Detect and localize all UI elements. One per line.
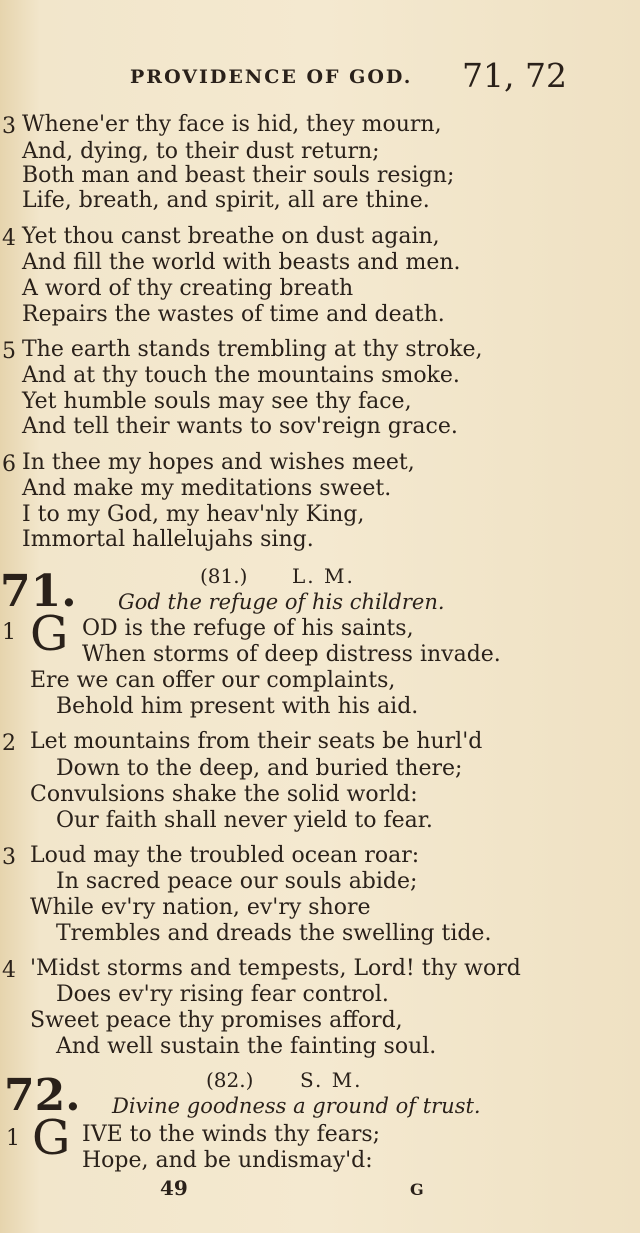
verse-line: Yet thou canst breathe on dust again, xyxy=(22,224,440,249)
running-header-title: PROVIDENCE OF GOD. xyxy=(130,66,413,88)
verse-line: Loud may the troubled ocean roar: xyxy=(30,843,420,868)
verse-line: In sacred peace our souls abide; xyxy=(56,869,418,894)
verse-line: Life, breath, and spirit, all are thine. xyxy=(22,188,430,213)
hymn-alt-number: (82.) xyxy=(206,1068,254,1092)
verse-line: And at thy touch the mountains smoke. xyxy=(22,363,460,388)
verse-line: Let mountains from their seats be hurl'd xyxy=(30,729,483,754)
verse-line: And well sustain the fainting soul. xyxy=(56,1034,437,1059)
verse-number: 4 xyxy=(2,958,16,983)
verse-line: Yet humble souls may see thy face, xyxy=(22,389,412,414)
verse-line: I to my God, my heav'nly King, xyxy=(22,502,365,527)
verse-line: Convulsions shake the solid world: xyxy=(30,782,418,807)
hymn-title: Divine goodness a ground of trust. xyxy=(112,1094,481,1118)
running-header-hymn-numbers: 71, 72 xyxy=(462,56,567,95)
verse-line: Down to the deep, and buried there; xyxy=(56,756,463,781)
hymn-number: 71. xyxy=(0,566,77,617)
verse-line: 'Midst storms and tempests, Lord! thy word xyxy=(30,956,521,981)
hymn-number: 72. xyxy=(4,1070,81,1121)
verse-number: 1 xyxy=(2,620,16,645)
verse-line: Both man and beast their souls resign; xyxy=(22,163,455,188)
verse-line: While ev'ry nation, ev'ry shore xyxy=(30,895,371,920)
verse-line: Trembles and dreads the swelling tide. xyxy=(56,921,492,946)
verse-line: And make my meditations sweet. xyxy=(22,476,392,501)
verse-number: 2 xyxy=(2,731,16,756)
page-signature: 49 xyxy=(160,1176,188,1200)
verse-number: 3 xyxy=(2,845,16,870)
verse-line: Hope, and be undismay'd: xyxy=(82,1148,373,1173)
signature-mark: G xyxy=(410,1180,424,1199)
verse-line: The earth stands trembling at thy stroke, xyxy=(22,337,483,362)
verse-line: And tell their wants to sov'reign grace. xyxy=(22,414,458,439)
hymn-meter: L. M. xyxy=(292,564,355,588)
verse-number: 6 xyxy=(2,452,16,477)
verse-line: And, dying, to their dust return; xyxy=(22,139,380,164)
verse-line: When storms of deep distress invade. xyxy=(82,642,501,667)
verse-number: 3 xyxy=(2,114,16,139)
hymn-title: God the refuge of his children. xyxy=(118,590,445,614)
verse-line: Does ev'ry rising fear control. xyxy=(56,982,389,1007)
verse-line: Immortal hallelujahs sing. xyxy=(22,527,314,552)
verse-line: Sweet peace thy promises afford, xyxy=(30,1008,403,1033)
verse-line: IVE to the winds thy fears; xyxy=(82,1122,381,1147)
verse-number: 1 xyxy=(6,1126,20,1151)
verse-line: Our faith shall never yield to fear. xyxy=(56,808,433,833)
verse-line: Behold him present with his aid. xyxy=(56,694,419,719)
verse-line: A word of thy creating breath xyxy=(22,276,354,301)
drop-cap: G xyxy=(30,606,69,662)
verse-line: And fill the world with beasts and men. xyxy=(22,250,461,275)
verse-number: 4 xyxy=(2,226,16,251)
verse-line: Ere we can offer our complaints, xyxy=(30,668,396,693)
drop-cap: G xyxy=(32,1110,71,1166)
verse-line: OD is the refuge of his saints, xyxy=(82,616,414,641)
verse-line: Whene'er thy face is hid, they mourn, xyxy=(22,112,442,137)
verse-number: 5 xyxy=(2,339,16,364)
verse-line: In thee my hopes and wishes meet, xyxy=(22,450,415,475)
verse-line: Repairs the wastes of time and death. xyxy=(22,302,445,327)
hymn-meter: S. M. xyxy=(300,1068,363,1092)
hymn-alt-number: (81.) xyxy=(200,564,248,588)
